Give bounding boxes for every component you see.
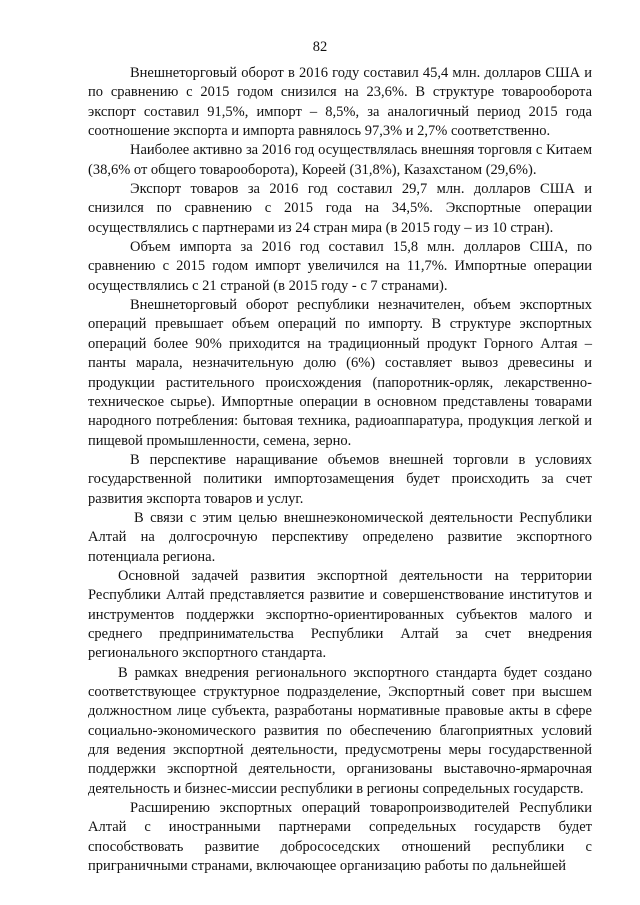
paragraph-perspective: В перспективе наращивание объемов внешней торговли в условиях государственной политики импортозамещения будет происходить за счет развития экспорта товаров и услуг. [88, 451, 592, 507]
paragraph-trade-turnover: Внешнеторговый оборот в 2016 году составил 45,4 млн. долларов США и по сравнению с 2015 годом снизился на 23,6%. В структуре товарооборота экспорт составил 91,5%, импорт – 8,5%, за аналогичный период 2015 года соотношение экспорта и импорта равнялось 97,3% и 2,7% соответственно. [88, 65, 592, 140]
paragraph-trade-partners: Наиболее активно за 2016 год осуществлялась внешняя торговля с Китаем (38,6% от общего товарооборота), Кореей (31,8%), Казахстаном (29,6%). [88, 142, 592, 178]
paragraph-export-structure: Внешнеторговый оборот республики незначителен, объем экспортных операций превышает объем операций по импорту. В структуре экспортных операций более 90% приходится на традиционный продукт Горного Алтая – панты марала, незначительную долю (6%) составляет вывоз древесины и продукции растительного происхождения (папоротник-орляк, лекарственно-техническое сырье). Импортные операции в основном представлены товарами народного потребления: бытовая техника, радиоаппаратура, продукция легкой и пищевой промышленности, семена, зерно. [88, 297, 592, 449]
document-body [88, 64, 592, 876]
paragraph-import: Объем импорта за 2016 год составил 15,8 млн. долларов США, по сравнению с 2015 годом импорт увеличился на 11,7%. Импортные операции осуществлялись с 21 страной (в 2015 году - с 7 странами). [88, 239, 592, 294]
paragraph-goal: В связи с этим целью внешнеэкономической деятельности Республики Алтай на долгосрочную перспективу определено развитие экспортного потенциала региона. [88, 509, 592, 565]
paragraph-export: Экспорт товаров за 2016 год составил 29,7 млн. долларов США и снизился по сравнению с 2015 года на 34,5%. Экспортные операции осуществлялись с партнерами из 24 стран мира (в 2015 году – из 10 стран). [88, 181, 592, 236]
paragraph-export-standard: В рамках внедрения регионального экспортного стандарта будет создано соответствующее структурное подразделение, Экспортный совет при высшем должностном лице субъекта, разработаны нормативные правовые акты в сфере социально-экономического развития по обеспечению благоприятных условий для ведения экспортной деятельности, предусмотрены меры государственной поддержки экспортной деятельности, организованы выставочно-ярмарочная деятельность и бизнес-миссии республики в регионы сопредельных государств. [88, 664, 592, 797]
page-number: 82 [312, 39, 328, 55]
paragraph-expansion: Расширению экспортных операций товаропроизводителей Республики Алтай с иностранными партнерами сопредельных государств будет способствовать развитие добрососедских отношений республики с приграничными странами, включающее организацию работы по дальнейшей [88, 800, 592, 875]
paragraph-main-task: Основной задачей развития экспортной деятельности на территории Республики Алтай представляется развитие и совершенствование институтов и инструментов поддержки экспортно-ориентированных субъектов малого и среднего предпринимательства Республики Алтай за счет внедрения регионального экспортного стандарта. [88, 567, 592, 662]
